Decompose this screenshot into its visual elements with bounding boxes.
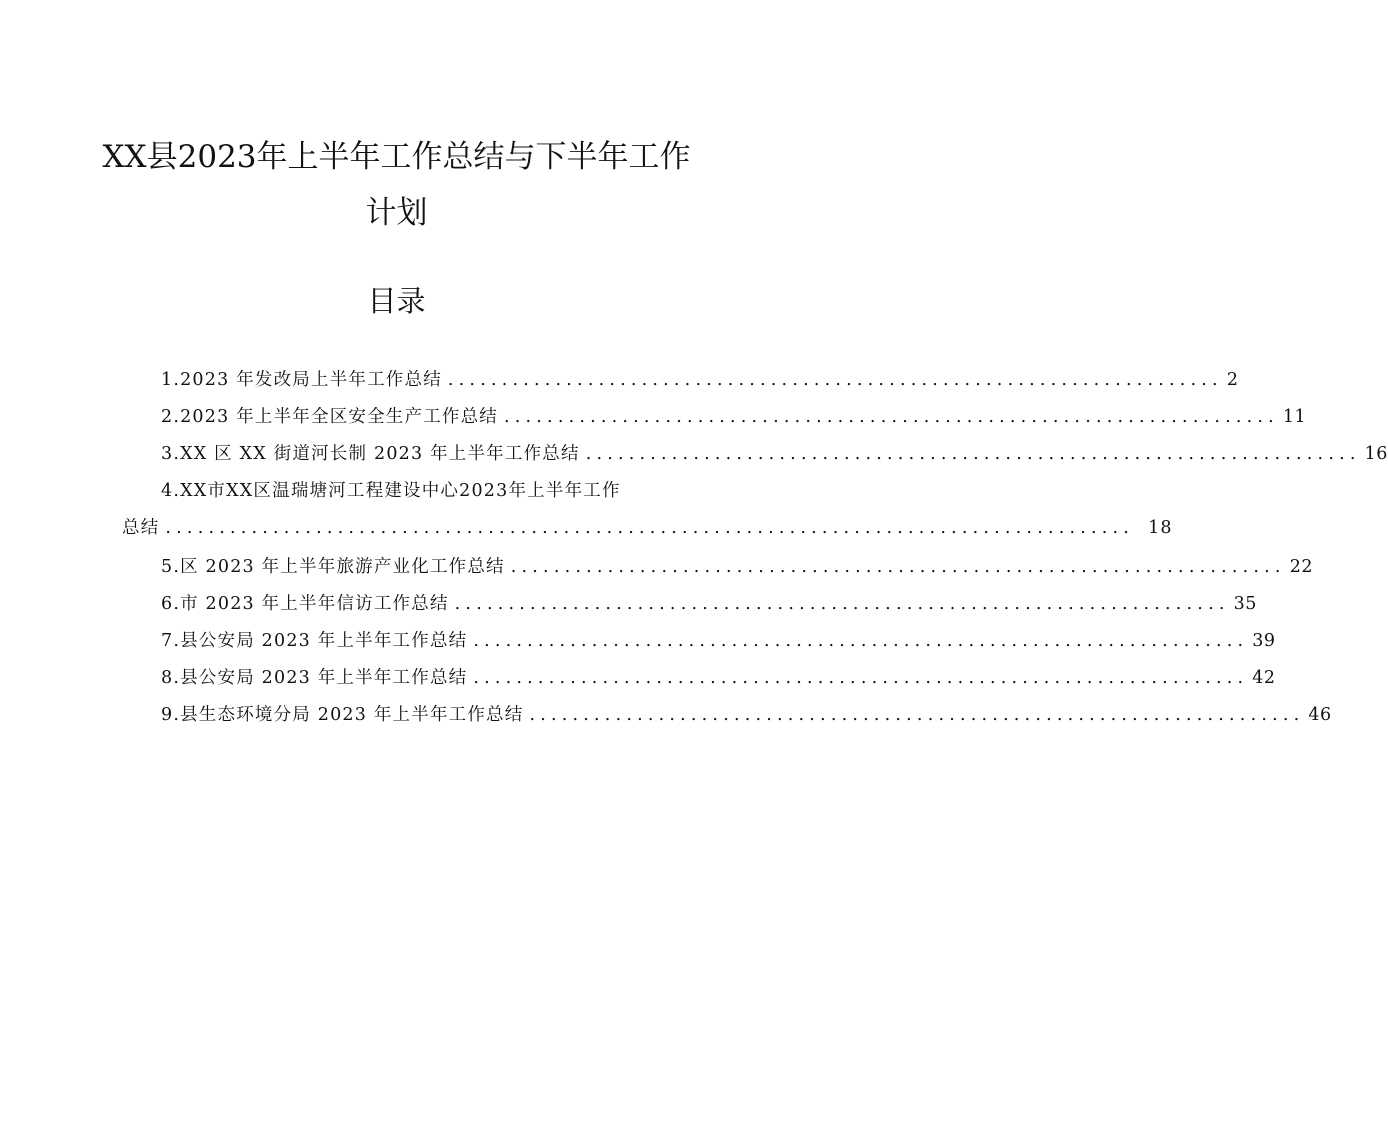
- toc-entry-title: 4.XX市XX区温瑞塘河工程建设中心2023年上半年工作: [161, 481, 621, 501]
- document-title-line2: 计划: [365, 195, 428, 231]
- toc-entry[interactable]: [161, 549, 1313, 586]
- toc-entry[interactable]: [161, 436, 1388, 473]
- toc-entry-title: 3.XX 区 XX 街道河长制 2023 年上半年工作总结: [161, 444, 580, 464]
- toc-heading: 目录: [367, 284, 426, 318]
- toc-entry-title: 1.2023 年发改局上半年工作总结: [161, 370, 442, 390]
- toc-entry-title: 5.区 2023 年上半年旅游产业化工作总结: [161, 557, 505, 577]
- toc-entry[interactable]: [122, 473, 1173, 547]
- toc-leader-dots: ..........................................................................................: [165, 518, 1135, 538]
- toc-entry-title: 8.县公安局 2023 年上半年工作总结: [161, 668, 468, 688]
- toc-entry[interactable]: [161, 586, 1257, 623]
- toc-page-number: 18: [1148, 518, 1173, 538]
- toc-entry[interactable]: [161, 660, 1276, 697]
- toc-entry-continuation: [122, 510, 1173, 547]
- toc-leader-dots: ........................................................................: [504, 407, 1279, 427]
- toc-leader-dots: ........................................................................: [585, 444, 1361, 464]
- toc-entry-title-cont: 总结: [122, 518, 160, 538]
- toc-leader-dots: ........................................................................: [447, 370, 1223, 390]
- toc-leader-dots: ........................................................................: [454, 594, 1230, 614]
- toc-page-number: 39: [1252, 631, 1276, 651]
- toc-entry[interactable]: [161, 623, 1276, 660]
- toc-page-number: 16: [1364, 444, 1388, 464]
- toc-leader-dots: ........................................................................: [473, 668, 1249, 688]
- toc-page-number: 2: [1226, 370, 1239, 390]
- toc-entry-title: 6.市 2023 年上半年信访工作总结: [161, 594, 449, 614]
- document-title-line1: XX县2023年上半年工作总结与下半年工作: [102, 139, 691, 175]
- toc-leader-dots: ........................................................................: [510, 557, 1286, 577]
- toc-page-number: 11: [1282, 407, 1307, 427]
- toc-page-number: 42: [1252, 668, 1276, 688]
- toc-entry[interactable]: [161, 362, 1239, 399]
- toc-entry-title: 2.2023 年上半年全区安全生产工作总结: [161, 407, 498, 427]
- toc-page-number: 22: [1289, 557, 1313, 577]
- toc-page-number: 46: [1308, 705, 1332, 725]
- toc-entry[interactable]: [161, 697, 1332, 734]
- toc-entry[interactable]: [161, 399, 1307, 436]
- toc-leader-dots: ........................................................................: [529, 705, 1305, 725]
- toc-page-number: 35: [1233, 594, 1257, 614]
- toc-entry-title: 9.县生态环境分局 2023 年上半年工作总结: [161, 705, 524, 725]
- toc-leader-dots: ........................................................................: [473, 631, 1249, 651]
- toc-entry-title: 7.县公安局 2023 年上半年工作总结: [161, 631, 468, 651]
